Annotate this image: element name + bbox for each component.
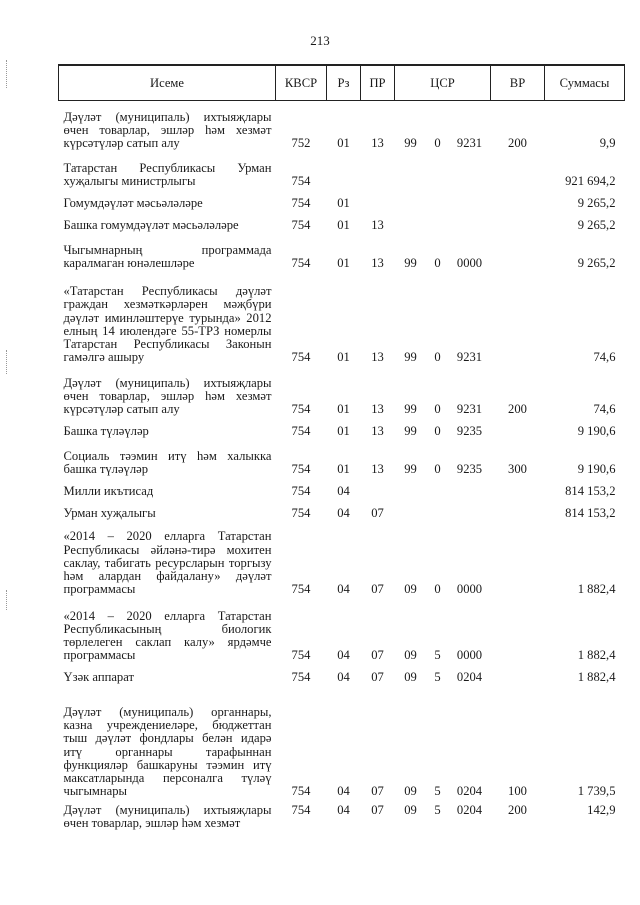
row-name: Дәүләт (муниципаль) органнары, казна учреждениеләре, бюджеттан тыш дәүләт фондлары белән идарә итү органнары тарафыннан функцияләр башкаруны тәэмин итү максатларында персоналга түләү чыгымнары [63, 705, 272, 799]
row-pr: 07 [371, 670, 384, 685]
row-kvsr: 754 [291, 648, 311, 663]
row-name: Милли икътисад [63, 484, 154, 499]
row-kvsr: 754 [291, 196, 311, 211]
row-kvsr: 754 [291, 350, 311, 365]
row-rz: 01 [337, 196, 350, 211]
row-sum: 9,9 [599, 136, 616, 151]
row-csr-direction [449, 213, 491, 235]
row-csr-subprogram: 5 [434, 670, 441, 685]
row-csr-program [395, 153, 427, 191]
row-csr-subprogram: 0 [434, 424, 441, 439]
row-name: Татарстан Республикасы Урман хуҗалыгы министрлыгы [63, 161, 272, 189]
row-csr-direction [449, 191, 491, 213]
row-name: Урман хуҗалыгы [63, 506, 156, 521]
row-csr-direction: 9235 [456, 462, 483, 477]
table-row [59, 501, 625, 523]
row-sum: 9 265,2 [577, 196, 616, 211]
row-csr-subprogram [427, 191, 449, 213]
row-csr-direction: 9235 [456, 424, 483, 439]
row-sum: 74,6 [593, 350, 616, 365]
page-number: 213 [310, 33, 330, 48]
row-csr-direction: 0204 [456, 784, 483, 799]
row-rz: 04 [337, 802, 350, 817]
row-csr-program [395, 479, 427, 501]
row-csr-direction: 0000 [456, 648, 483, 663]
row-name: «2014 – 2020 елларга Татарстан Республикасының биологик төрлелеген саклап калу» ярдәмче программасы [63, 608, 272, 663]
row-sum: 9 265,2 [577, 218, 616, 233]
row-vr: 200 [508, 402, 527, 417]
row-csr-program: 99 [404, 462, 417, 477]
binding-margin-mark [6, 60, 8, 88]
table-row [59, 687, 625, 801]
row-csr-program [395, 501, 427, 523]
row-pr: 13 [371, 136, 384, 151]
row-pr: 07 [371, 784, 384, 799]
row-pr: 13 [371, 424, 384, 439]
budget-table [58, 64, 625, 835]
row-name: «2014 – 2020 елларга Татарстан Республикасы әйләнә-тирә мохитен саклау, табигать ресурсларын торгызу һәм алардан файдалану» дәүләт программасы [63, 529, 272, 597]
row-sum: 1 882,4 [577, 582, 616, 597]
row-csr-subprogram [427, 213, 449, 235]
row-sum: 142,9 [587, 802, 616, 817]
row-kvsr: 754 [291, 784, 311, 799]
row-kvsr: 754 [291, 506, 311, 521]
row-name: Дәүләт (муниципаль) ихтыяҗлары өчен товарлар, эшләр һәм хезмәт [63, 802, 272, 830]
row-csr-program: 99 [404, 256, 417, 271]
column-header-csr: ЦСР [395, 65, 491, 101]
row-name: Үзәк аппарат [63, 670, 134, 685]
row-vr [491, 235, 545, 273]
row-vr [491, 273, 545, 367]
row-name: Гомумдәүләт мәсьәләләре [63, 196, 203, 211]
row-csr-direction [449, 479, 491, 501]
table-row [59, 665, 625, 687]
column-header-kvsr: КВСР [276, 65, 327, 101]
row-csr-subprogram [427, 501, 449, 523]
row-sum: 814 153,2 [565, 484, 616, 499]
row-csr-direction: 0000 [456, 582, 483, 597]
row-sum: 9 190,6 [577, 424, 616, 439]
row-pr: 13 [371, 402, 384, 417]
row-csr-direction: 0000 [456, 256, 483, 271]
row-rz: 01 [337, 424, 350, 439]
row-kvsr: 754 [291, 424, 311, 439]
row-pr: 07 [371, 802, 384, 817]
row-name: Башка түләүләр [63, 424, 149, 439]
row-csr-subprogram: 5 [434, 648, 441, 663]
row-csr-direction: 0204 [456, 670, 483, 685]
row-csr-program: 99 [404, 424, 417, 439]
row-csr-subprogram: 0 [434, 462, 441, 477]
row-vr [491, 419, 545, 441]
row-name: «Татарстан Республикасы дәүләт граждан хезмәткәрләрен мәҗбүри дәүләт иминләштерүе турында» 2012 елның 14 июлендәге 55-ТРЗ номерлы Татарстан Республикасы Законын гамәлгә ашыру [63, 284, 272, 365]
row-rz: 04 [337, 582, 350, 597]
row-vr [491, 213, 545, 235]
row-rz: 01 [337, 462, 350, 477]
row-csr-subprogram: 5 [434, 802, 441, 817]
column-header-pr: ПР [361, 65, 395, 101]
row-pr: 13 [371, 462, 384, 477]
row-csr-subprogram: 0 [434, 582, 441, 597]
row-rz: 01 [337, 350, 350, 365]
table-row [59, 801, 625, 835]
table-row [59, 235, 625, 273]
row-sum: 1 882,4 [577, 648, 616, 663]
row-vr [491, 191, 545, 213]
row-csr-subprogram: 0 [434, 350, 441, 365]
column-header-rz: Рз [327, 65, 361, 101]
row-csr-subprogram: 0 [434, 402, 441, 417]
table-row [59, 213, 625, 235]
row-vr: 300 [508, 462, 527, 477]
table-row [59, 273, 625, 367]
row-kvsr: 754 [291, 670, 311, 685]
row-vr [491, 523, 545, 599]
row-rz [327, 153, 361, 191]
table-row [59, 367, 625, 419]
table-row [59, 153, 625, 191]
row-csr-direction: 0204 [456, 802, 483, 817]
row-csr-subprogram [427, 479, 449, 501]
row-rz: 04 [337, 784, 350, 799]
row-pr [361, 479, 395, 501]
row-rz: 04 [337, 670, 350, 685]
row-sum: 921 694,2 [565, 174, 616, 189]
row-csr-program: 09 [404, 670, 417, 685]
row-vr [491, 479, 545, 501]
row-pr: 07 [371, 582, 384, 597]
table-row [59, 101, 625, 153]
row-vr [491, 665, 545, 687]
row-sum: 9 265,2 [577, 256, 616, 271]
row-kvsr: 754 [291, 256, 311, 271]
row-vr: 200 [508, 136, 527, 151]
table-row [59, 523, 625, 599]
row-sum: 1 882,4 [577, 670, 616, 685]
row-rz: 01 [337, 136, 350, 151]
row-pr: 13 [371, 218, 384, 233]
row-kvsr: 752 [291, 136, 311, 151]
row-csr-direction [449, 501, 491, 523]
row-csr-subprogram: 0 [434, 136, 441, 151]
row-kvsr: 754 [291, 402, 311, 417]
row-kvsr: 754 [291, 462, 311, 477]
table-body [59, 101, 625, 835]
row-csr-subprogram: 5 [434, 784, 441, 799]
binding-margin-mark [6, 590, 8, 610]
row-csr-program [395, 213, 427, 235]
row-vr: 100 [508, 784, 527, 799]
row-kvsr: 754 [291, 802, 311, 817]
row-csr-subprogram [427, 153, 449, 191]
row-csr-program: 09 [404, 784, 417, 799]
row-name: Социаль тәэмин итү һәм халыкка башка түләүләр [63, 449, 272, 477]
row-kvsr: 754 [291, 484, 311, 499]
row-csr-program: 99 [404, 402, 417, 417]
row-sum: 814 153,2 [565, 506, 616, 521]
table-row [59, 191, 625, 213]
row-csr-program: 09 [404, 648, 417, 663]
row-vr [491, 153, 545, 191]
column-header-vr: ВР [491, 65, 545, 101]
table-row [59, 479, 625, 501]
row-pr [361, 191, 395, 213]
row-vr [491, 599, 545, 665]
row-csr-program: 09 [404, 802, 417, 817]
table-row [59, 441, 625, 479]
row-csr-direction [449, 153, 491, 191]
row-rz: 04 [337, 648, 350, 663]
row-kvsr: 754 [291, 582, 311, 597]
row-csr-direction: 9231 [456, 402, 483, 417]
row-pr: 13 [371, 256, 384, 271]
row-csr-subprogram: 0 [434, 256, 441, 271]
table-row [59, 599, 625, 665]
row-rz: 01 [337, 402, 350, 417]
row-pr: 07 [371, 506, 384, 521]
column-header-name: Исеме [59, 65, 276, 101]
row-csr-program [395, 191, 427, 213]
row-rz: 01 [337, 256, 350, 271]
row-csr-program: 99 [404, 350, 417, 365]
column-header-sum: Суммасы [545, 65, 625, 101]
row-csr-direction: 9231 [456, 136, 483, 151]
table-header-row [59, 65, 625, 101]
row-csr-direction: 9231 [456, 350, 483, 365]
row-csr-program: 09 [404, 582, 417, 597]
row-sum: 74,6 [593, 402, 616, 417]
row-name: Башка гомумдәүләт мәсьәләләре [63, 218, 239, 233]
binding-margin-mark [6, 350, 8, 374]
row-sum: 1 739,5 [577, 784, 616, 799]
row-csr-program: 99 [404, 136, 417, 151]
row-vr: 200 [508, 802, 527, 817]
row-pr: 07 [371, 648, 384, 663]
row-name: Чыгымнарның программада каралмаган юнәлешләре [63, 243, 272, 271]
row-vr [491, 501, 545, 523]
row-kvsr: 754 [291, 218, 311, 233]
row-pr [361, 153, 395, 191]
table-row [59, 419, 625, 441]
row-rz: 04 [337, 484, 350, 499]
row-name: Дәүләт (муниципаль) ихтыяҗлары өчен товарлар, эшләр һәм хезмәт күрсәтүләр сатып алу [63, 375, 272, 417]
row-rz: 04 [337, 506, 350, 521]
row-sum: 9 190,6 [577, 462, 616, 477]
row-kvsr: 754 [291, 174, 311, 189]
row-pr: 13 [371, 350, 384, 365]
row-rz: 01 [337, 218, 350, 233]
row-name: Дәүләт (муниципаль) ихтыяҗлары өчен товарлар, эшләр һәм хезмәт күрсәтүләр сатып алу [63, 109, 272, 151]
